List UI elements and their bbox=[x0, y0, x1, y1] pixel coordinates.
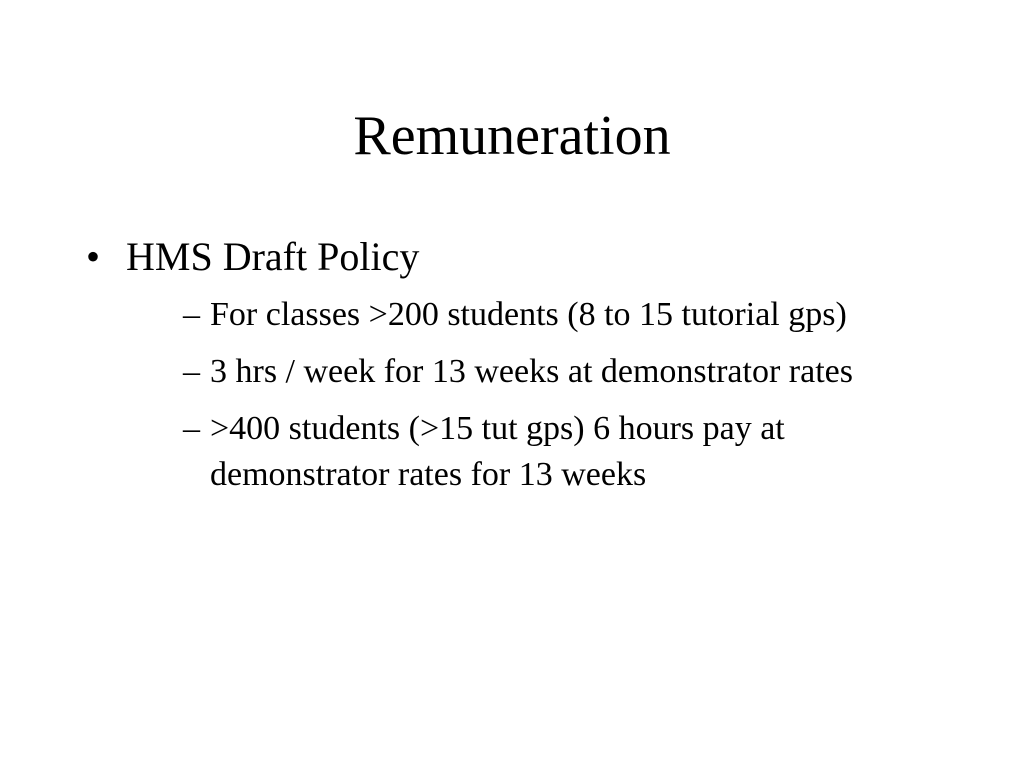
bullet-item-hms-draft-policy bbox=[86, 232, 966, 498]
dash-icon: – bbox=[183, 353, 200, 390]
bullet-icon: • bbox=[86, 234, 101, 279]
sub-bullet-list bbox=[126, 292, 966, 498]
sub-bullet-text: For classes >200 students (8 to 15 tutorial gps) bbox=[210, 296, 847, 333]
bullet-list bbox=[86, 232, 966, 509]
dash-icon: – bbox=[183, 296, 200, 333]
slide-title: Remuneration bbox=[353, 105, 671, 167]
bullet-text: HMS Draft Policy bbox=[126, 234, 420, 279]
sub-bullet-item bbox=[126, 349, 970, 395]
sub-bullet-item bbox=[126, 406, 970, 498]
sub-bullet-text: >400 students (>15 tut gps) 6 hours pay at demonstrator rates for 13 weeks bbox=[210, 410, 785, 493]
sub-bullet-item bbox=[126, 292, 970, 338]
sub-bullet-text: 3 hrs / week for 13 weeks at demonstrator rates bbox=[210, 353, 853, 390]
dash-icon: – bbox=[183, 410, 200, 447]
